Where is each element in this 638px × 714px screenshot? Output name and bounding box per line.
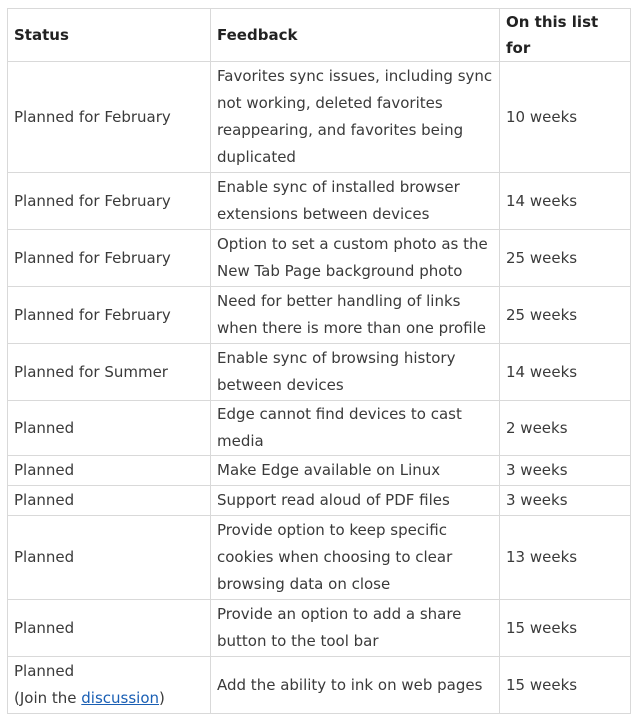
feedback-cell: Enable sync of installed browser extensions between devices: [211, 173, 500, 230]
status-cell: Planned for Summer: [8, 344, 211, 401]
table-header-row: [8, 9, 631, 62]
duration-cell: 15 weeks: [500, 657, 631, 714]
duration-cell: 3 weeks: [500, 456, 631, 486]
table-row: [8, 486, 631, 516]
header-status: Status: [8, 9, 211, 62]
feedback-cell: Enable sync of browsing history between devices: [211, 344, 500, 401]
status-cell: [8, 657, 211, 714]
duration-cell: 14 weeks: [500, 344, 631, 401]
status-cell: Planned: [8, 600, 211, 657]
status-cell: Planned for February: [8, 173, 211, 230]
feedback-table-wrapper: [7, 8, 631, 714]
duration-cell: 15 weeks: [500, 600, 631, 657]
status-cell: Planned for February: [8, 230, 211, 287]
feedback-cell: Add the ability to ink on web pages: [211, 657, 500, 714]
duration-cell: 2 weeks: [500, 401, 631, 456]
table-row: [8, 344, 631, 401]
table-row: [8, 230, 631, 287]
feedback-cell: Edge cannot find devices to cast media: [211, 401, 500, 456]
status-cell: Planned for February: [8, 62, 211, 173]
table-row: [8, 62, 631, 173]
duration-cell: 3 weeks: [500, 486, 631, 516]
header-feedback: Feedback: [211, 9, 500, 62]
table-row: [8, 173, 631, 230]
status-text: Planned: [14, 662, 75, 680]
feedback-cell: Make Edge available on Linux: [211, 456, 500, 486]
table-row: [8, 657, 631, 714]
duration-cell: 25 weeks: [500, 287, 631, 344]
feedback-cell: Need for better handling of links when there is more than one profile: [211, 287, 500, 344]
status-note-prefix: (Join the: [14, 689, 82, 707]
feedback-cell: Provide option to keep specific cookies when choosing to clear browsing data on close: [211, 516, 500, 600]
table-row: [8, 516, 631, 600]
feedback-cell: Support read aloud of PDF files: [211, 486, 500, 516]
status-cell: Planned: [8, 486, 211, 516]
duration-cell: 25 weeks: [500, 230, 631, 287]
duration-cell: 13 weeks: [500, 516, 631, 600]
status-cell: Planned: [8, 456, 211, 486]
duration-cell: 14 weeks: [500, 173, 631, 230]
status-note: [14, 685, 205, 712]
duration-cell: 10 weeks: [500, 62, 631, 173]
feedback-cell: Favorites sync issues, including sync not working, deleted favorites reappearing, and favorites being duplicated: [211, 62, 500, 173]
status-cell: Planned: [8, 516, 211, 600]
feedback-cell: Provide an option to add a share button to the tool bar: [211, 600, 500, 657]
discussion-link[interactable]: discussion: [81, 689, 160, 707]
status-cell: Planned: [8, 401, 211, 456]
status-note-suffix: ): [159, 689, 165, 707]
table-row: [8, 456, 631, 486]
table-row: [8, 287, 631, 344]
feedback-table: [7, 8, 631, 714]
table-row: [8, 600, 631, 657]
feedback-cell: Option to set a custom photo as the New Tab Page background photo: [211, 230, 500, 287]
status-cell: Planned for February: [8, 287, 211, 344]
table-row: [8, 401, 631, 456]
header-duration: On this list for: [500, 9, 631, 62]
